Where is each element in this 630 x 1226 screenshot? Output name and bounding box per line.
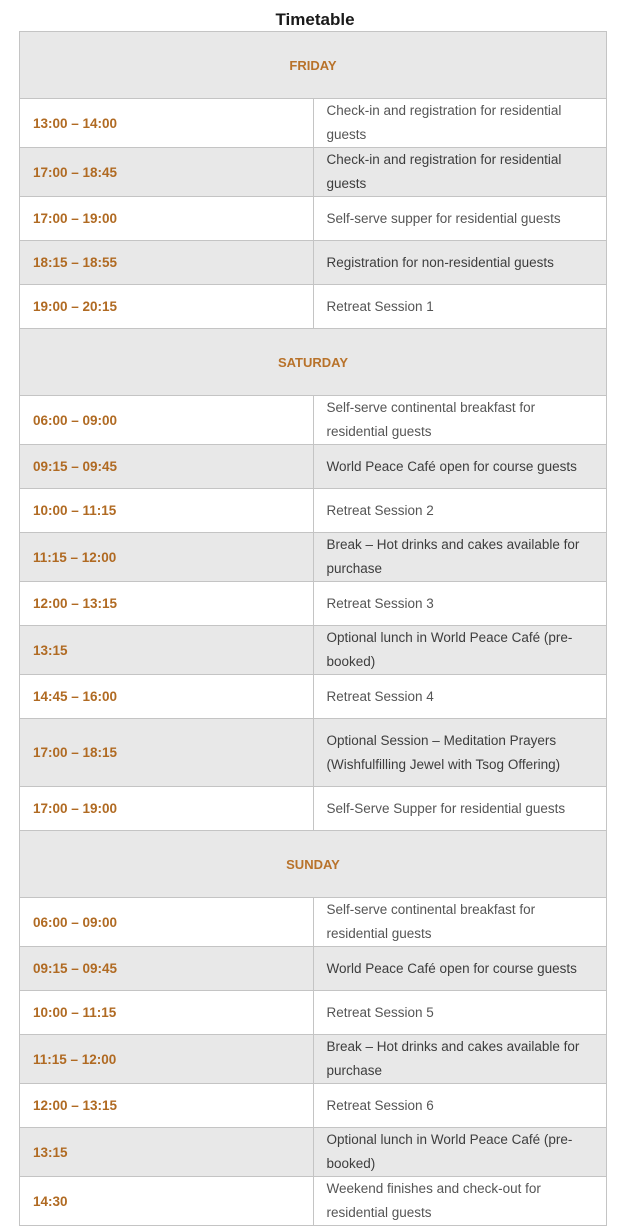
- time-cell: 13:00 – 14:00: [20, 99, 314, 148]
- description-cell: Retreat Session 1: [313, 285, 607, 329]
- time-cell: 12:00 – 13:15: [20, 582, 314, 626]
- day-header-saturday: [20, 329, 607, 396]
- time-cell: 10:00 – 11:15: [20, 489, 314, 533]
- time-cell: 12:00 – 13:15: [20, 1084, 314, 1128]
- time-cell: 10:00 – 11:15: [20, 991, 314, 1035]
- time-cell: 13:15: [20, 1128, 314, 1177]
- day-label: SUNDAY: [20, 831, 607, 898]
- time-cell: 09:15 – 09:45: [20, 947, 314, 991]
- description-cell: Registration for non-residential guests: [313, 241, 607, 285]
- table-row: [20, 626, 607, 675]
- table-row: [20, 285, 607, 329]
- description-cell: Check-in and registration for residential guests: [313, 99, 607, 148]
- time-cell: 14:45 – 16:00: [20, 675, 314, 719]
- description-cell: Weekend finishes and check-out for residential guests: [313, 1177, 607, 1226]
- time-cell: 13:15: [20, 626, 314, 675]
- table-row: [20, 241, 607, 285]
- description-cell: Retreat Session 4: [313, 675, 607, 719]
- time-cell: 11:15 – 12:00: [20, 1035, 314, 1084]
- table-row: [20, 898, 607, 947]
- description-cell: Retreat Session 6: [313, 1084, 607, 1128]
- table-row: [20, 675, 607, 719]
- time-cell: 06:00 – 09:00: [20, 898, 314, 947]
- table-row: [20, 1177, 607, 1226]
- description-cell: Self-serve supper for residential guests: [313, 197, 607, 241]
- table-row: [20, 1084, 607, 1128]
- time-cell: 17:00 – 18:15: [20, 719, 314, 787]
- description-cell: Break – Hot drinks and cakes available for purchase: [313, 1035, 607, 1084]
- table-row: [20, 445, 607, 489]
- table-row: [20, 719, 607, 787]
- table-row: [20, 533, 607, 582]
- table-row: [20, 197, 607, 241]
- description-cell: Optional Session – Meditation Prayers (Wishfulfilling Jewel with Tsog Offering): [313, 719, 607, 787]
- table-row: [20, 991, 607, 1035]
- table-row: [20, 148, 607, 197]
- description-cell: Optional lunch in World Peace Café (pre-booked): [313, 1128, 607, 1177]
- description-cell: Self-Serve Supper for residential guests: [313, 787, 607, 831]
- description-cell: World Peace Café open for course guests: [313, 445, 607, 489]
- time-cell: 14:30: [20, 1177, 314, 1226]
- table-row: [20, 1128, 607, 1177]
- table-row: [20, 1035, 607, 1084]
- timetable: [19, 31, 607, 1226]
- table-row: [20, 787, 607, 831]
- description-cell: Optional lunch in World Peace Café (pre-booked): [313, 626, 607, 675]
- description-cell: Retreat Session 5: [313, 991, 607, 1035]
- table-row: [20, 99, 607, 148]
- day-label: FRIDAY: [20, 32, 607, 99]
- table-row: [20, 489, 607, 533]
- description-cell: Retreat Session 3: [313, 582, 607, 626]
- table-row: [20, 582, 607, 626]
- description-cell: Self-serve continental breakfast for residential guests: [313, 898, 607, 947]
- time-cell: 06:00 – 09:00: [20, 396, 314, 445]
- time-cell: 18:15 – 18:55: [20, 241, 314, 285]
- day-label: SATURDAY: [20, 329, 607, 396]
- description-cell: World Peace Café open for course guests: [313, 947, 607, 991]
- description-cell: Break – Hot drinks and cakes available for purchase: [313, 533, 607, 582]
- time-cell: 09:15 – 09:45: [20, 445, 314, 489]
- time-cell: 17:00 – 19:00: [20, 787, 314, 831]
- day-header-friday: [20, 32, 607, 99]
- time-cell: 17:00 – 19:00: [20, 197, 314, 241]
- time-cell: 11:15 – 12:00: [20, 533, 314, 582]
- time-cell: 19:00 – 20:15: [20, 285, 314, 329]
- day-header-sunday: [20, 831, 607, 898]
- page-title: Timetable: [275, 10, 355, 29]
- description-cell: Check-in and registration for residential guests: [313, 148, 607, 197]
- description-cell: Self-serve continental breakfast for residential guests: [313, 396, 607, 445]
- table-row: [20, 396, 607, 445]
- table-row: [20, 947, 607, 991]
- time-cell: 17:00 – 18:45: [20, 148, 314, 197]
- description-cell: Retreat Session 2: [313, 489, 607, 533]
